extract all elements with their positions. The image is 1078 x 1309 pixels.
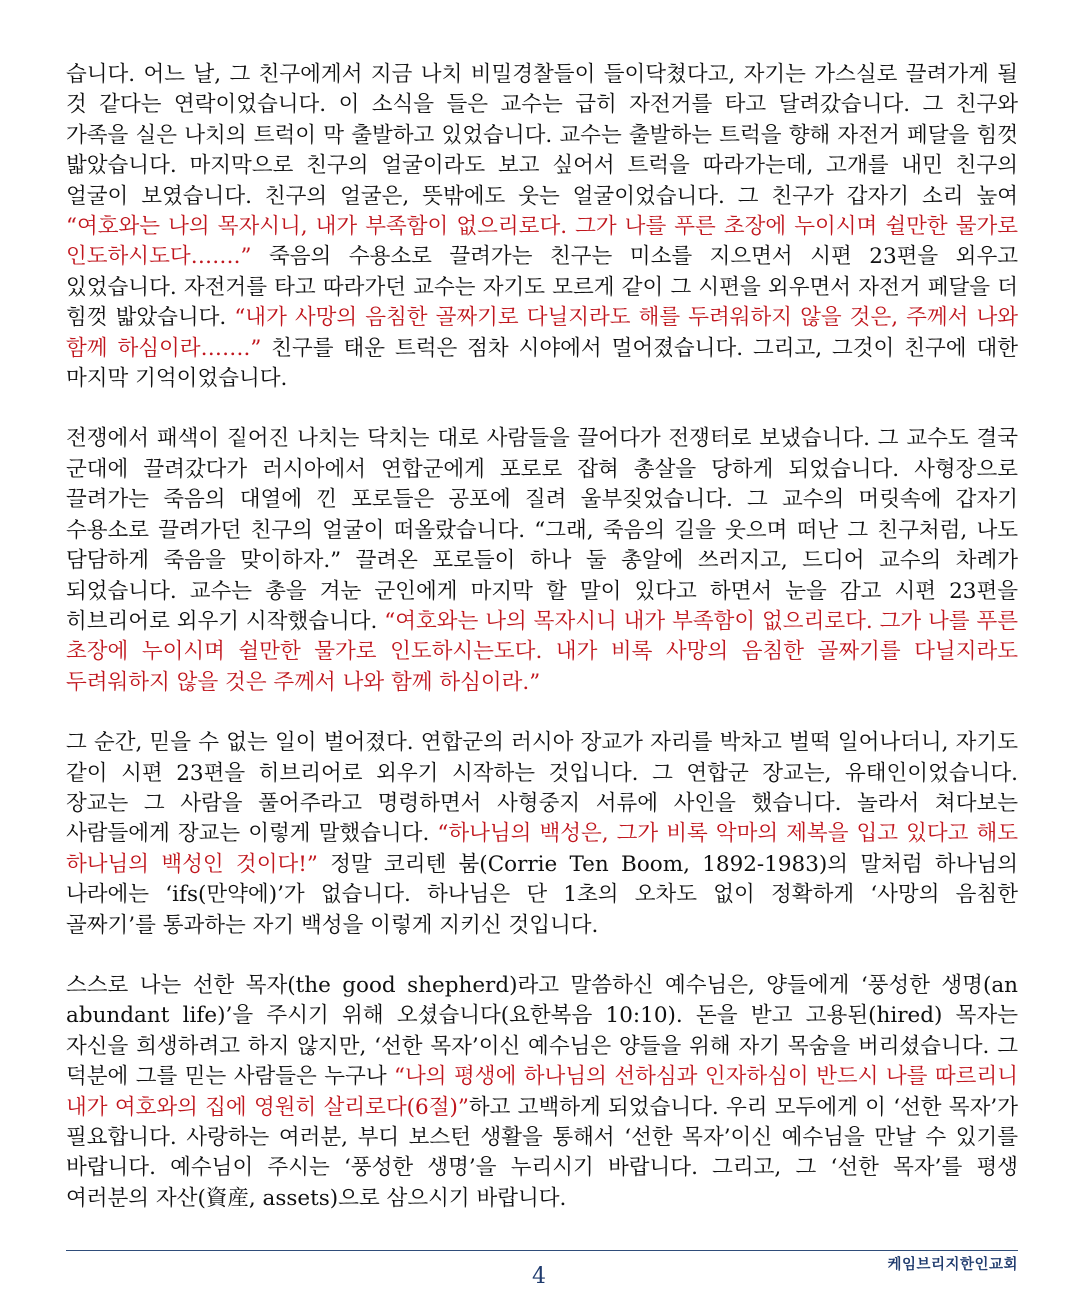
footer-divider [66,1250,1018,1251]
paragraph-3-text: 그 순간, 믿을 수 없는 일이 벌어졌다. 연합군의 러시아 장교가 자리를 박차고 벌떡 일어나더니, 자기도 같이 시편 23편을 히브리어로 외우기 시작하는 것입니다. 그 연합군 장교는, 유태인이었습니다. 장교는 그 사람을 풀어주라고 명령하면서 사형중지 서류에 사인을 했습니다. 놀라서 쳐다보는 사람들에게 장교는 이렇게 말했습니다. [66,730,1018,847]
church-name: 케임브리지한인교회 [887,1257,1018,1273]
document-body [66,60,1018,1244]
scripture-quote: “여호와는 나의 목자시니 내가 부족함이 없으리로다. 그가 나를 푸른 초장에 누이시며 쉴만한 물가로 인도하시는도다. 내가 비록 사망의 음침한 골짜기를 다닐지라도 두려워하지 않을 것은 주께서 나와 함께 하심이라.” [66,608,1019,695]
paragraph-3 [66,728,1018,941]
page-number: 4 [532,1264,546,1289]
paragraph-1 [66,60,1018,394]
paragraph-3-text: 정말 코리텐 붐(Corrie Ten Boom, 1892-1983)의 말처럼 하나님의 나라에는 ‘ifs(만약에)’가 없습니다. 하나님은 단 1초의 오차도 없이 정확하게 ‘사망의 음침한 골짜기’를 통과하는 자기 백성을 이렇게 지키신 것입니다. [66,851,1018,938]
scripture-quote: “내가 사망의 음침한 골짜기로 다닐지라도 해를 두려워하지 않을 것은, 주께서 나와 함께 하심이라…….” [66,305,1018,361]
paragraph-4-text: 스스로 나는 선한 목자(the good shepherd)라고 말씀하신 예수님은, 양들에게 ‘풍성한 생명(an abundant life)’을 주시기 위해 오셨습니다(요한복음 10:10). 돈을 받고 고용된(hired) 목자는 자신을 희생하려고 하지 않지만, ‘선한 목자’이신 예수님은 양들을 위해 자기 목숨을 버리셨습니다. 그 덕분에 그를 믿는 사람들은 누구나 [66,972,1018,1090]
paragraph-4 [66,971,1018,1214]
paragraph-2 [66,424,1018,698]
officer-quote: “하나님의 백성은, 그가 비록 악마의 제복을 입고 있다고 해도 하나님의 백성인 것이다!” [66,821,1018,877]
scripture-quote: “나의 평생에 하나님의 선하심과 인자하심이 반드시 나를 따르리니 내가 여호와의 집에 영원히 살리로다(6절)” [66,1064,1018,1120]
scripture-quote: “여호와는 나의 목자시니, 내가 부족함이 없으리로다. 그가 나를 푸른 초장에 누이시며 쉴만한 물가로 인도하시도다…….” [66,214,1018,270]
paragraph-4-text: 하고 고백하게 되었습니다. 우리 모두에게 이 ‘선한 목자’가 필요합니다. 사랑하는 여러분, 부디 보스턴 생활을 통해서 ‘선한 목자’이신 예수님을 만날 수 있기를 바랍니다. 예수님이 주시는 ‘풍성한 생명’을 누리시기 바랍니다. 그리고, 그 ‘선한 목자’를 평생 여러분의 자산(資産, assets)으로 삼으시기 바랍니다. [66,1094,1018,1211]
paragraph-1-text: 죽음의 수용소로 끌려가는 친구는 미소를 지으면서 시편 23편을 외우고 있었습니다. 자전거를 타고 따라가던 교수는 자기도 모르게 같이 그 시편을 외우면서 자전거 페달을 더 힘껏 밟았습니다. [66,244,1018,331]
paragraph-2-text: 전쟁에서 패색이 짙어진 나치는 닥치는 대로 사람들을 끌어다가 전쟁터로 보냈습니다. 그 교수도 결국 군대에 끌려갔다가 러시아에서 연합군에게 포로로 잡혀 총살을 당하게 되었습니다. 사형장으로 끌려가는 죽음의 대열에 낀 포로들은 공포에 질려 울부짖었습니다. 그 교수의 머릿속에 갑자기 수용소로 끌려가던 친구의 얼굴이 떠올랐습니다. “그래, 죽음의 길을 웃으며 떠난 그 친구처럼, 나도 담담하게 죽음을 맞이하자.” 끌려온 포로들이 하나 둘 총알에 쓰러지고, 드디어 교수의 차례가 되었습니다. 교수는 총을 겨눈 군인에게 마지막 할 말이 있다고 하면서 눈을 감고 시편 23편을 히브리어로 외우기 시작했습니다. [66,426,1018,634]
paragraph-1-text: 친구를 태운 트럭은 점차 시야에서 멀어졌습니다. 그리고, 그것이 친구에 대한 마지막 기억이었습니다. [66,335,1018,392]
paragraph-1-text: 습니다. 어느 날, 그 친구에게서 지금 나치 비밀경찰들이 들이닥쳤다고, 자기는 가스실로 끌려가게 될 것 같다는 연락이었습니다. 이 소식을 들은 교수는 급히 자전거를 타고 달려갔습니다. 그 친구와 가족을 실은 나치의 트럭이 막 출발하고 있었습니다. 교수는 출발하는 트럭을 향해 자전거 페달을 힘껏 밟았습니다. 마지막으로 친구의 얼굴이라도 보고 싶어서 트럭을 따라가는데, 고개를 내민 친구의 얼굴이 보였습니다. 친구의 얼굴은, 뜻밖에도 웃는 얼굴이었습니다. 그 친구가 갑자기 소리 높여 [66,62,1018,209]
